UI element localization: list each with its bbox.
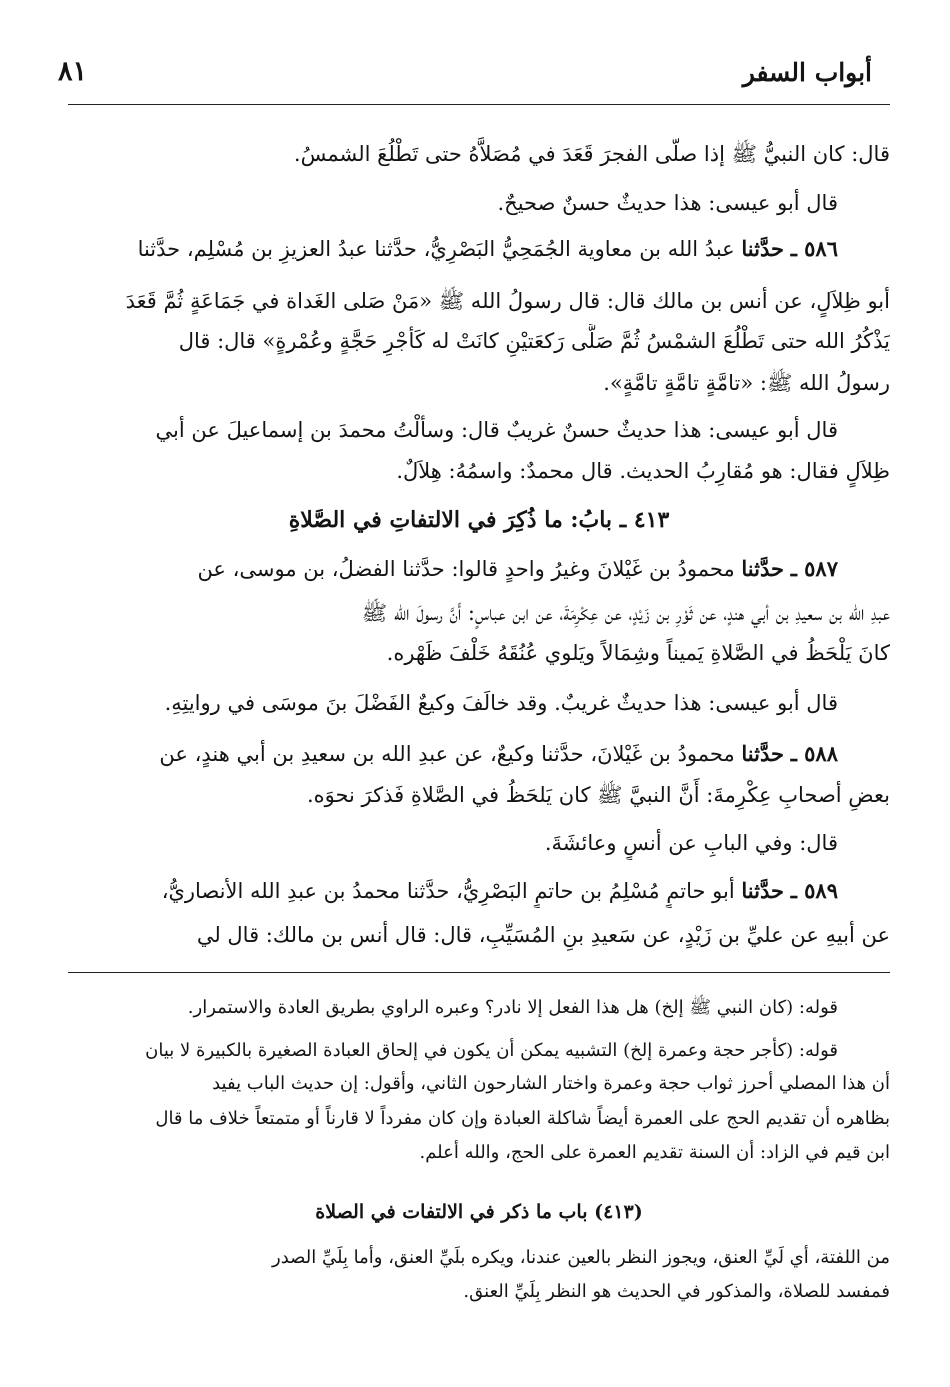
header-rule (68, 104, 890, 105)
text-line: عبدِ الله بن سعيدِ بن أبي هندٍ، عن ثَوْرِ بن زَيْدٍ، عن عِكْرِمَةَ، عن ابن عباسٍ: أَنَّ رسولَ الله ﷺ (361, 601, 890, 625)
hadith-text: محمودُ بن غَيْلانَ وغيرُ واحدٍ قالوا: حدَّثنا الفضلُ، بن موسى، عن (197, 557, 735, 581)
text-line: قال أبو عيسى: هذا حديثٌ حسنٌ صحيحٌ. (497, 191, 838, 215)
hadith-586-line (68, 232, 890, 266)
page-number: ٨١ (58, 56, 88, 87)
text-line: قال: كان النبيُّ ﷺ إذا صلّى الفجرَ قَعَدَ في مُصَلاَّهُ حتى تَطْلُعَ الشمسُ. (293, 142, 890, 166)
hadith-keyword: حدَّثنا (741, 878, 784, 903)
hadith-text: عبدُ الله بن معاوية الجُمَحِيُّ البَصْرِيُّ، حدَّثنا عبدُ العزيزِ بن مُسْلِم، حدَّثنا (137, 237, 735, 261)
hadith-number: ٥٨٧ ـ (790, 556, 838, 581)
footnote-line: ابن قيم في الزاد: أن السنة تقديم العمرة على الحج، والله أعلم. (419, 1142, 890, 1163)
hadith-keyword: حدَّثنا (741, 556, 784, 581)
text-line: قال أبو عيسى: هذا حديثٌ حسنٌ غريبٌ قال: وسألْتُ محمدَ بن إسماعيلَ عن أبي (155, 418, 838, 442)
hadith-587-line (68, 552, 890, 586)
text-line: قال: وفي البابِ عن أنسٍ وعائشَةَ. (544, 831, 838, 855)
text-line: يَذْكُرُ الله حتى تَطْلُعَ الشمْسُ ثُمَّ صَلَّى رَكعَتيْنِ كانَتْ له كَأجْرِ حَجَّةٍ وعُمْرةٍ» قال: قال (178, 329, 890, 353)
footnote-rule (68, 972, 890, 973)
text-line: قال أبو عيسى: هذا حديثٌ غريبٌ. وقد خالَفَ وكيعٌ الفَضْلَ بنَ موسَى في روايتِهِ. (164, 691, 838, 715)
hadith-text: أبو حاتمٍ مُسْلِمُ بن حاتمٍ البَصْرِيُّ، حدَّثنا محمدُ بن عبدِ الله الأنصاريُّ، (161, 879, 735, 903)
hadith-588-line (68, 737, 890, 771)
footnote-chapter-heading: (٤١٣) باب ما ذكر في الالتفات في الصلاة (315, 1201, 643, 1223)
footnote-line: قوله: (كأجر حجة وعمرة إلخ) التشبيه يمكن أن يكون في إلحاق العبادة الصغيرة بالكبيرة لا بيان (145, 1040, 838, 1061)
hadith-number: ٥٨٦ ـ (790, 236, 838, 261)
chapter-heading: ٤١٣ ـ بابُ: ما ذُكِرَ في الالتفاتِ في الصَّلاةِ (288, 507, 670, 533)
text-line: عن أبيهِ عن عليِّ بن زَيْدٍ، عن سَعيدِ بنِ المُسَيِّبِ، قال: قال أنس بن مالك: قال لي (196, 923, 890, 947)
running-head: أبواب السفر (742, 58, 872, 87)
footnote-line: أن هذا المصلي أحرز ثواب حجة وعمرة واختار الشارحون الثاني، وأقول: إن حديث الباب يفيد (212, 1073, 890, 1094)
text-line: أبو ظِلاَلٍ، عن أنس بن مالك قال: قال رسولُ الله ﷺ «مَنْ صَلى الغَداة في جَمَاعَةٍ ثُمَّ قَعَدَ (125, 289, 890, 313)
hadith-text: محمودُ بن غَيْلانَ، حدَّثنا وكيعٌ، عن عبدِ الله بن سعيدِ بن أبي هندٍ، عن (159, 742, 735, 766)
hadith-589-line (68, 874, 890, 908)
hadith-number: ٥٨٨ ـ (790, 741, 838, 766)
hadith-keyword: حدَّثنا (741, 236, 784, 261)
hadith-keyword: حدَّثنا (741, 741, 784, 766)
text-line: بعضِ أصحابِ عِكْرِمةَ: أَنَّ النبيَّ ﷺ كان يَلحَظُ في الصَّلاةِ فَذكرَ نحوَه. (306, 783, 890, 807)
hadith-number: ٥٨٩ ـ (790, 878, 838, 903)
text-line: كانَ يَلْحَظُ في الصَّلاةِ يَميناً وشِمَالاً ويَلوي عُنُقَهُ خَلْفَ ظَهْره. (386, 641, 890, 665)
footnote-line: بظاهره أن تقديم الحج على العمرة أيضاً شاكلة العبادة وإن كان مفرداً لا قارناً أو متمتعاً خلاف ما قال (155, 1108, 890, 1129)
footnote-line: فمفسد للصلاة، والمذكور في الحديث هو النظر بِلَيِّ العنق. (463, 1281, 890, 1302)
text-line: ظِلاَلٍ فقال: هو مُقارِبُ الحديث. قال محمدٌ: واسمُهُ: هِلاَلٌ. (396, 459, 890, 483)
footnote-line: من اللفتة، أي لَيِّ العنق، ويجوز النظر بالعين عندنا، ويكره بلَيِّ العنق، وأما بِلَيِّ الصدر (272, 1247, 890, 1268)
text-line: رسولُ الله ﷺ: «تامَّةٍ تامَّةٍ تامَّةٍ». (603, 371, 890, 395)
footnote-line: قوله: (كان النبي ﷺ إلخ) هل هذا الفعل إلا نادر؟ وعبره الراوي بطريق العادة والاستمرار. (187, 997, 838, 1018)
